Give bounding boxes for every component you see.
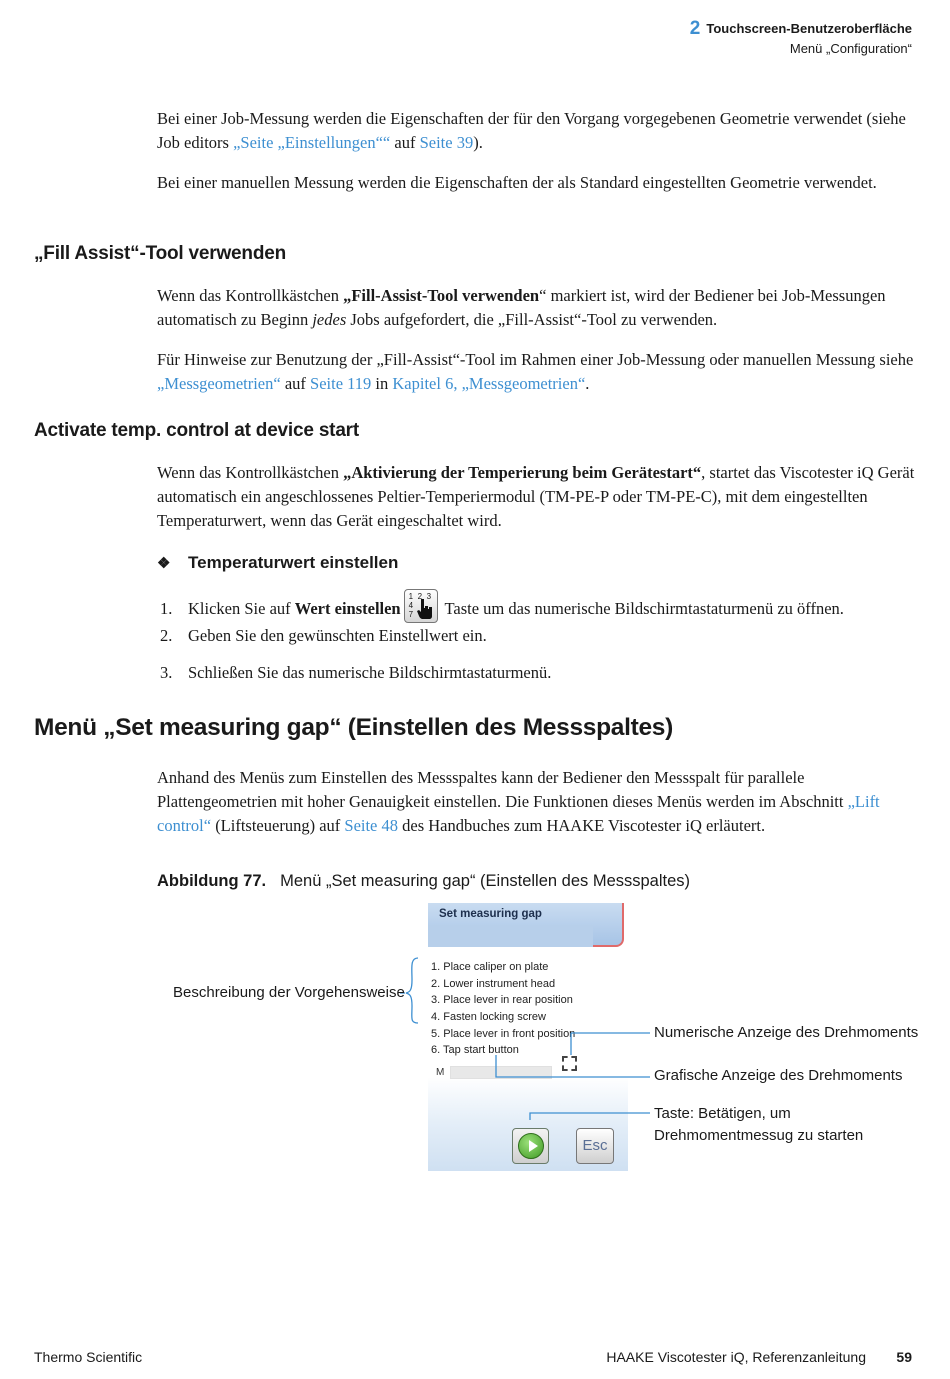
start-button[interactable]: [512, 1128, 549, 1164]
chapter-title: Touchscreen-Benutzeroberfläche: [706, 21, 912, 36]
graphic-callout-line: [496, 1055, 650, 1077]
key-digit: 2: [417, 592, 423, 601]
bold-option-name: „Aktivierung der Temperierung beim Gerätestart“: [343, 463, 702, 482]
torque-label: M: [436, 1067, 445, 1078]
text-run: Wenn das Kontrollkästchen: [157, 463, 344, 482]
procedure-step-2: [160, 626, 487, 646]
esc-button[interactable]: Esc: [576, 1128, 614, 1164]
emphasis-text: jedes: [312, 310, 347, 329]
footer-left: Thermo Scientific: [34, 1349, 143, 1365]
heading-fill-assist: „Fill Assist“-Tool verwenden: [34, 243, 286, 264]
text-run: “ markiert ist, wird der Bediener bei Job-Messungen automatisch zu Beginn: [157, 286, 886, 329]
numeric-keypad-key-icon: [404, 589, 438, 623]
key-digit: 3: [426, 592, 432, 601]
list-item: 3. Place lever in rear position: [431, 994, 573, 1007]
figure-caption-text: Menü „Set measuring gap“ (Einstellen des Messspaltes): [280, 872, 691, 890]
figure-caption: [157, 872, 690, 891]
heading-temp-control: Activate temp. control at device start: [34, 420, 360, 441]
heading-set-measuring-gap: Menü „Set measuring gap“ (Einstellen des Messspaltes): [34, 714, 673, 741]
chapter-number: 2: [689, 18, 701, 39]
screen-title: Set measuring gap: [439, 908, 542, 920]
step-text: Geben Sie den gewünschten Einstellwert ein.: [188, 626, 487, 645]
fill-assist-paragraph-2: [157, 348, 917, 396]
button-callout-line: [530, 1113, 650, 1120]
step-number: 3.: [160, 663, 173, 682]
link-kapitel-6[interactable]: Kapitel 6, „Messgeometrien“: [392, 374, 586, 393]
link-seite-119[interactable]: Seite 119: [310, 374, 372, 393]
callout-graphic: Grafische Anzeige des Drehmoments: [654, 1067, 903, 1084]
text-run: Wenn das Kontrollkästchen: [157, 286, 344, 305]
running-header-section: Menü „Configuration“: [789, 41, 912, 56]
intro-paragraph-job: [157, 107, 917, 155]
text-run: .: [585, 374, 590, 393]
text-run: , startet das Viscotester iQ Gerät automatisch ein angeschlossenes Peltier-Temperiermodul (TM-PE-P oder TM-PE-C), mit dem eingestellten Temperaturwert, wenn das Gerät eingeschaltet wird.: [157, 463, 915, 530]
footer-right: HAAKE Viscotester iQ, Referenzanleitung: [606, 1349, 866, 1365]
text-run: Klicken Sie auf: [188, 599, 295, 618]
text-run: Anhand des Menüs zum Einstellen des Messspaltes kann der Bediener den Messspalt für parallele Plattengeometrien mit hoher Genauigkeit einstellen. Die Funktionen dieses Menüs werden im Abschnitt: [157, 768, 848, 811]
list-item: 5. Place lever in front position: [431, 1027, 576, 1040]
callout-button-line1: Taste: Betätigen, um: [654, 1105, 791, 1122]
title-bar-strip: [428, 925, 593, 947]
procedure-step-1: [160, 589, 844, 623]
text-run: Jobs aufgefordert, die „Fill-Assist“-Tool zu verwenden.: [346, 310, 718, 329]
procedure-step-3: [160, 663, 551, 683]
text-run: Für Hinweise zur Benutzung der „Fill-Assist“-Tool im Rahmen einer Job-Messung oder manuellen Messung siehe: [157, 350, 914, 369]
pointing-hand-icon: [416, 598, 434, 620]
callout-button-line2: Drehmomentmessug zu starten: [654, 1127, 864, 1144]
screen-title-bar: [428, 903, 624, 947]
procedure-title: [157, 553, 398, 573]
text-run: in: [371, 374, 393, 393]
callout-lines: [390, 950, 660, 1120]
callout-procedure: Beschreibung der Vorgehensweise: [173, 984, 405, 1001]
step-text: Schließen Sie das numerische Bildschirmtastaturmenü.: [188, 663, 552, 682]
link-seite-39[interactable]: Seite 39: [419, 133, 474, 152]
running-header-chapter: [690, 18, 912, 40]
link-seite-einstellungen[interactable]: „Seite „Einstellungen““: [233, 133, 391, 152]
bold-option-name: „Fill-Assist-Tool verwenden: [343, 286, 540, 305]
key-digit: 4: [408, 601, 414, 610]
diamond-bullet-icon: ❖: [157, 555, 171, 572]
brace-line: [406, 958, 418, 1023]
text-run: auf: [390, 133, 420, 152]
text-run: des Handbuches zum HAAKE Viscotester iQ erläutert.: [398, 816, 766, 835]
list-item: 6. Tap start button: [431, 1044, 519, 1057]
step-number: 2.: [160, 626, 173, 645]
play-icon: [518, 1133, 544, 1159]
list-item: 2. Lower instrument head: [431, 977, 556, 990]
key-digit: 7: [408, 610, 414, 619]
fill-assist-paragraph-1: [157, 284, 917, 332]
link-lift-control[interactable]: „Lift control“: [157, 792, 880, 835]
text-run: Taste um das numerische Bildschirmtastaturmenü zu öffnen.: [440, 599, 844, 618]
link-messgeometrien[interactable]: „Messgeometrien“: [157, 374, 281, 393]
gap-menu-paragraph: [157, 766, 917, 838]
callout-numeric: Numerische Anzeige des Drehmoments: [654, 1024, 919, 1041]
temp-control-paragraph: [157, 461, 917, 533]
text-run: (Liftsteuerung) auf: [211, 816, 345, 835]
key-digit: 1: [408, 592, 414, 601]
page-number: 59: [896, 1349, 912, 1365]
text-run: Bei einer Job-Messung werden die Eigenschaften der für den Vorgang vorgegebenen Geometrie verwendet (siehe Job editors: [157, 109, 906, 152]
figure-label: Abbildung 77.: [157, 872, 267, 890]
list-item: 1. Place caliper on plate: [431, 961, 549, 973]
link-seite-48[interactable]: Seite 48: [344, 816, 399, 835]
bold-button-name: Wert einstellen: [294, 599, 401, 618]
text-run: ).: [473, 133, 483, 152]
text-run: auf: [280, 374, 311, 393]
procedure-title-text: Temperaturwert einstellen: [188, 553, 399, 572]
intro-paragraph-manual: Bei einer manuellen Messung werden die Eigenschaften der als Standard eingestellten Geometrie verwendet.: [157, 173, 877, 192]
list-item: 4. Fasten locking screw: [431, 1011, 546, 1024]
step-number: 1.: [160, 599, 173, 618]
